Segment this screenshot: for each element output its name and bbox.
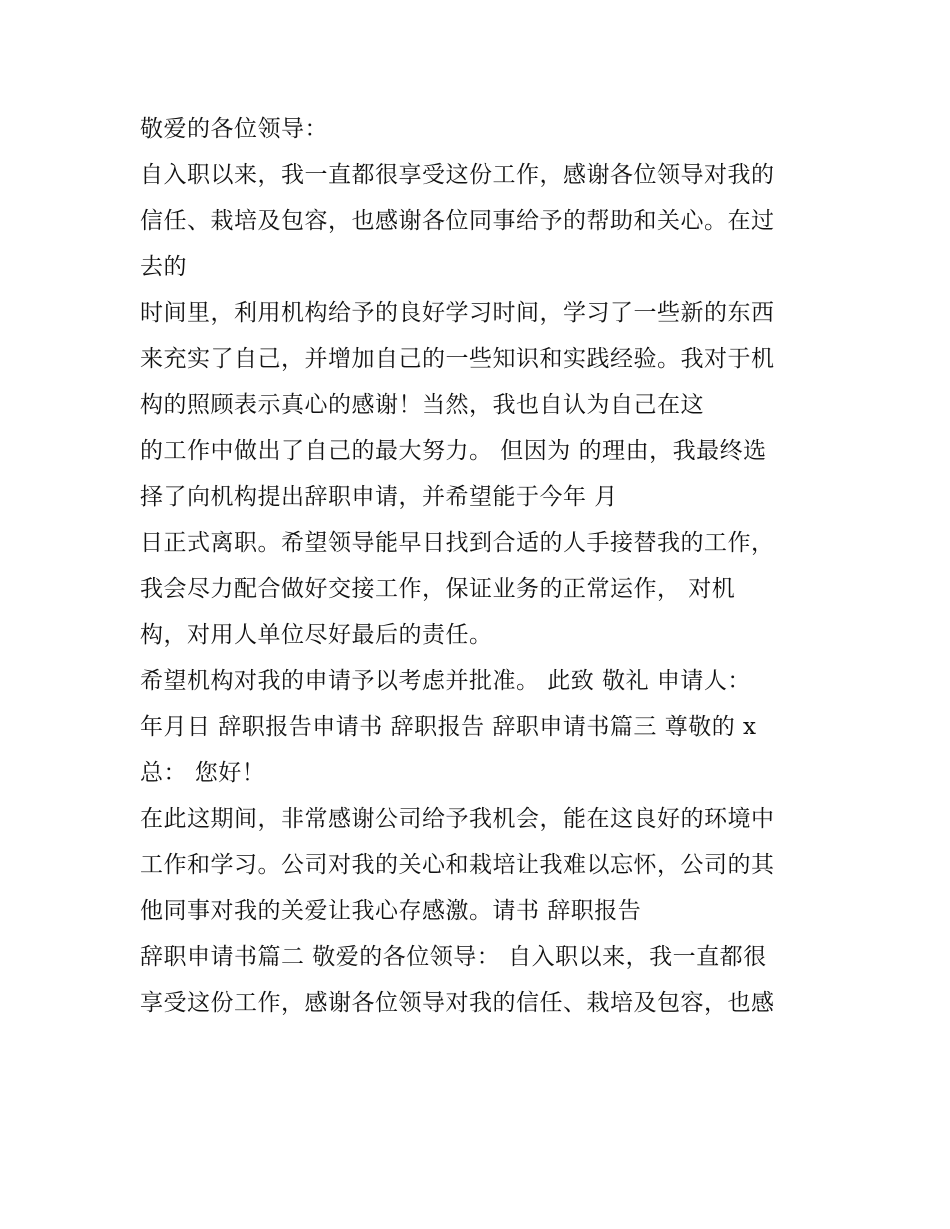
text-line: 工作和学习。公司对我的关心和栽培让我难以忘怀，公司的其 bbox=[140, 852, 775, 878]
text-line: 日正式离职。希望领导能早日找到合适的人手接替我的工作， bbox=[140, 530, 775, 556]
text-line: 希望机构对我的申请予以考虑并批准。 此致 敬礼 申请人： bbox=[140, 668, 751, 694]
text-line: 时间里，利用机构给予的良好学习时间，学习了一些新的东西 bbox=[140, 300, 775, 326]
text-line: 构，对用人单位尽好最后的责任。 bbox=[140, 622, 493, 648]
text-line: 自入职以来，我一直都很享受这份工作，感谢各位领导对我的 bbox=[140, 162, 775, 188]
text-line: 的工作中做出了自己的最大努力。 但因为 的理由，我最终选 bbox=[140, 438, 767, 464]
text-line: 信任、栽培及包容，也感谢各位同事给予的帮助和关心。在过 bbox=[140, 208, 775, 234]
text-line: 在此这期间，非常感谢公司给予我机会，能在这良好的环境中 bbox=[140, 806, 775, 832]
document-body bbox=[140, 106, 840, 1026]
text-line: 享受这份工作，感谢各位领导对我的信任、栽培及包容，也感 bbox=[140, 990, 775, 1016]
text-line: 择了向机构提出辞职申请，并希望能于今年 月 bbox=[140, 484, 618, 510]
text-line: 敬爱的各位领导： bbox=[140, 116, 328, 142]
text-line: 辞职申请书篇二 敬爱的各位领导： 自入职以来，我一直都很 bbox=[140, 944, 767, 970]
text-line: 我会尽力配合做好交接工作，保证业务的正常运作， 对机 bbox=[140, 576, 736, 602]
text-line: 总： 您好！ bbox=[140, 760, 266, 786]
text-line: 去的 bbox=[140, 254, 187, 280]
text-line: 年月日 辞职报告申请书 辞职报告 辞职申请书篇三 尊敬的 x bbox=[140, 714, 757, 740]
text-line: 来充实了自己，并增加自己的一些知识和实践经验。我对于机 bbox=[140, 346, 775, 372]
text-line: 构的照顾表示真心的感谢！当然，我也自认为自己在这 bbox=[140, 392, 704, 418]
text-line: 他同事对我的关爱让我心存感激。请书 辞职报告 bbox=[140, 898, 642, 924]
